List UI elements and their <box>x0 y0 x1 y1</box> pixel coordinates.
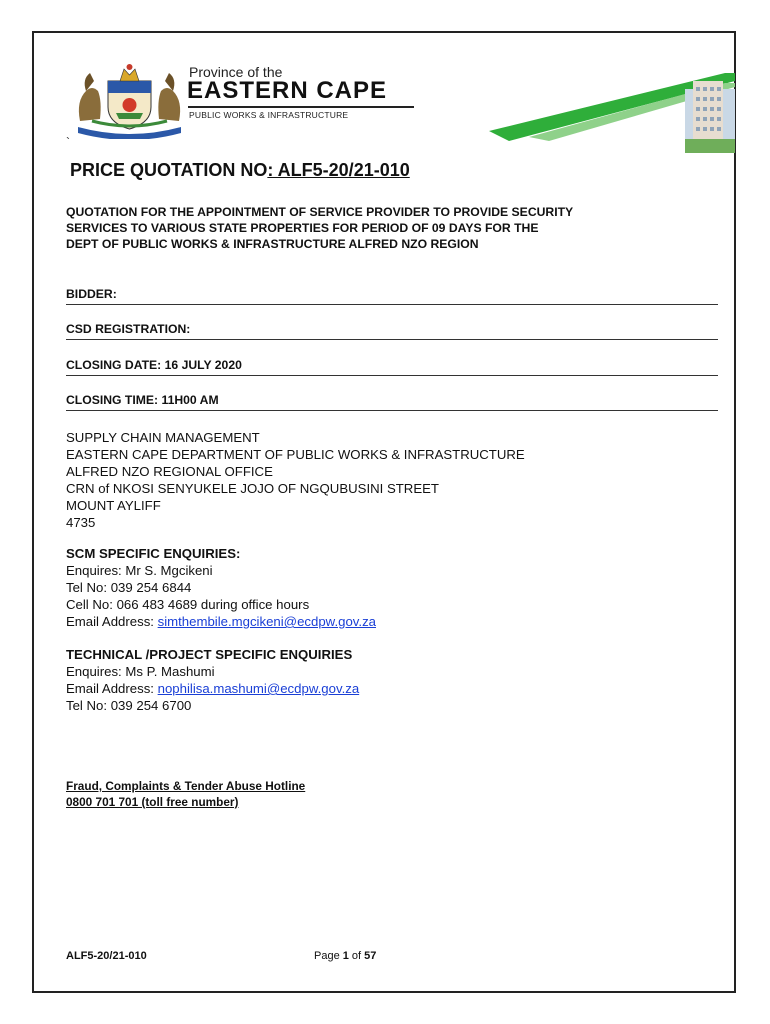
header-banner-graphic <box>489 53 735 153</box>
technical-email-link[interactable]: nophilisa.mashumi@ecdpw.gov.za <box>157 681 360 696</box>
technical-contact-name: Enquires: Ms P. Mashumi <box>66 664 215 679</box>
bidder-field: BIDDER: <box>66 287 718 305</box>
hotline-title: Fraud, Complaints & Tender Abuse Hotline <box>66 779 306 793</box>
technical-email-label: Email Address: <box>66 681 158 696</box>
logo-divider <box>188 106 414 108</box>
coat-of-arms-logo <box>72 61 187 139</box>
address-line: SUPPLY CHAIN MANAGEMENT <box>66 430 260 445</box>
description-line: SERVICES TO VARIOUS STATE PROPERTIES FOR PERIOD OF 09 DAYS FOR THE <box>66 221 539 235</box>
department-name: PUBLIC WORKS & INFRASTRUCTURE <box>189 110 349 120</box>
technical-heading: TECHNICAL /PROJECT SPECIFIC ENQUIRIES <box>66 647 353 662</box>
technical-tel: Tel No: 039 254 6700 <box>66 698 192 713</box>
quotation-number: : ALF5-20/21-010 <box>267 160 410 180</box>
hotline-number: 0800 701 701 (toll free number) <box>66 795 239 809</box>
description-line: DEPT OF PUBLIC WORKS & INFRASTRUCTURE ALFRED NZO REGION <box>66 237 479 251</box>
province-name: EASTERN CAPE <box>187 77 388 104</box>
scm-email-row <box>66 613 376 630</box>
page-of: of <box>348 950 365 962</box>
address-line: MOUNT AYLIFF <box>66 498 161 513</box>
technical-enquiries-block <box>66 646 359 714</box>
page-label: Page <box>314 950 343 962</box>
address-line: 4735 <box>66 515 96 530</box>
page-number <box>314 950 376 962</box>
address-block <box>66 429 525 531</box>
stray-mark: ` <box>66 135 70 149</box>
csd-registration-field: CSD REGISTRATION: <box>66 322 718 340</box>
quotation-description <box>66 204 726 252</box>
footer-reference: ALF5-20/21-010 <box>66 950 147 962</box>
quotation-title <box>70 160 410 181</box>
scm-email-label: Email Address: <box>66 614 158 629</box>
closing-time-field: CLOSING TIME: 11H00 AM <box>66 393 718 411</box>
address-line: EASTERN CAPE DEPARTMENT OF PUBLIC WORKS & INFRASTRUCTURE <box>66 447 525 462</box>
province-line: Province of the <box>189 64 283 80</box>
technical-email-row <box>66 680 359 697</box>
scm-email-link[interactable]: simthembile.mgcikeni@ecdpw.gov.za <box>157 614 376 629</box>
scm-heading: SCM SPECIFIC ENQUIRIES: <box>66 546 241 561</box>
scm-tel: Tel No: 039 254 6844 <box>66 580 192 595</box>
document-page <box>32 31 736 993</box>
description-line: QUOTATION FOR THE APPOINTMENT OF SERVICE PROVIDER TO PROVIDE SECURITY <box>66 205 574 219</box>
address-line: CRN of NKOSI SENYUKELE JOJO OF NGQUBUSINI STREET <box>66 481 439 496</box>
fraud-hotline <box>66 778 305 810</box>
scm-contact-name: Enquires: Mr S. Mgcikeni <box>66 563 213 578</box>
closing-date-field: CLOSING DATE: 16 JULY 2020 <box>66 358 718 376</box>
page-current: 1 <box>342 950 349 962</box>
address-line: ALFRED NZO REGIONAL OFFICE <box>66 464 273 479</box>
page-total: 57 <box>364 950 377 962</box>
scm-cell: Cell No: 066 483 4689 during office hours <box>66 597 310 612</box>
title-prefix: PRICE QUOTATION NO <box>70 160 268 180</box>
scm-enquiries-block <box>66 545 376 630</box>
